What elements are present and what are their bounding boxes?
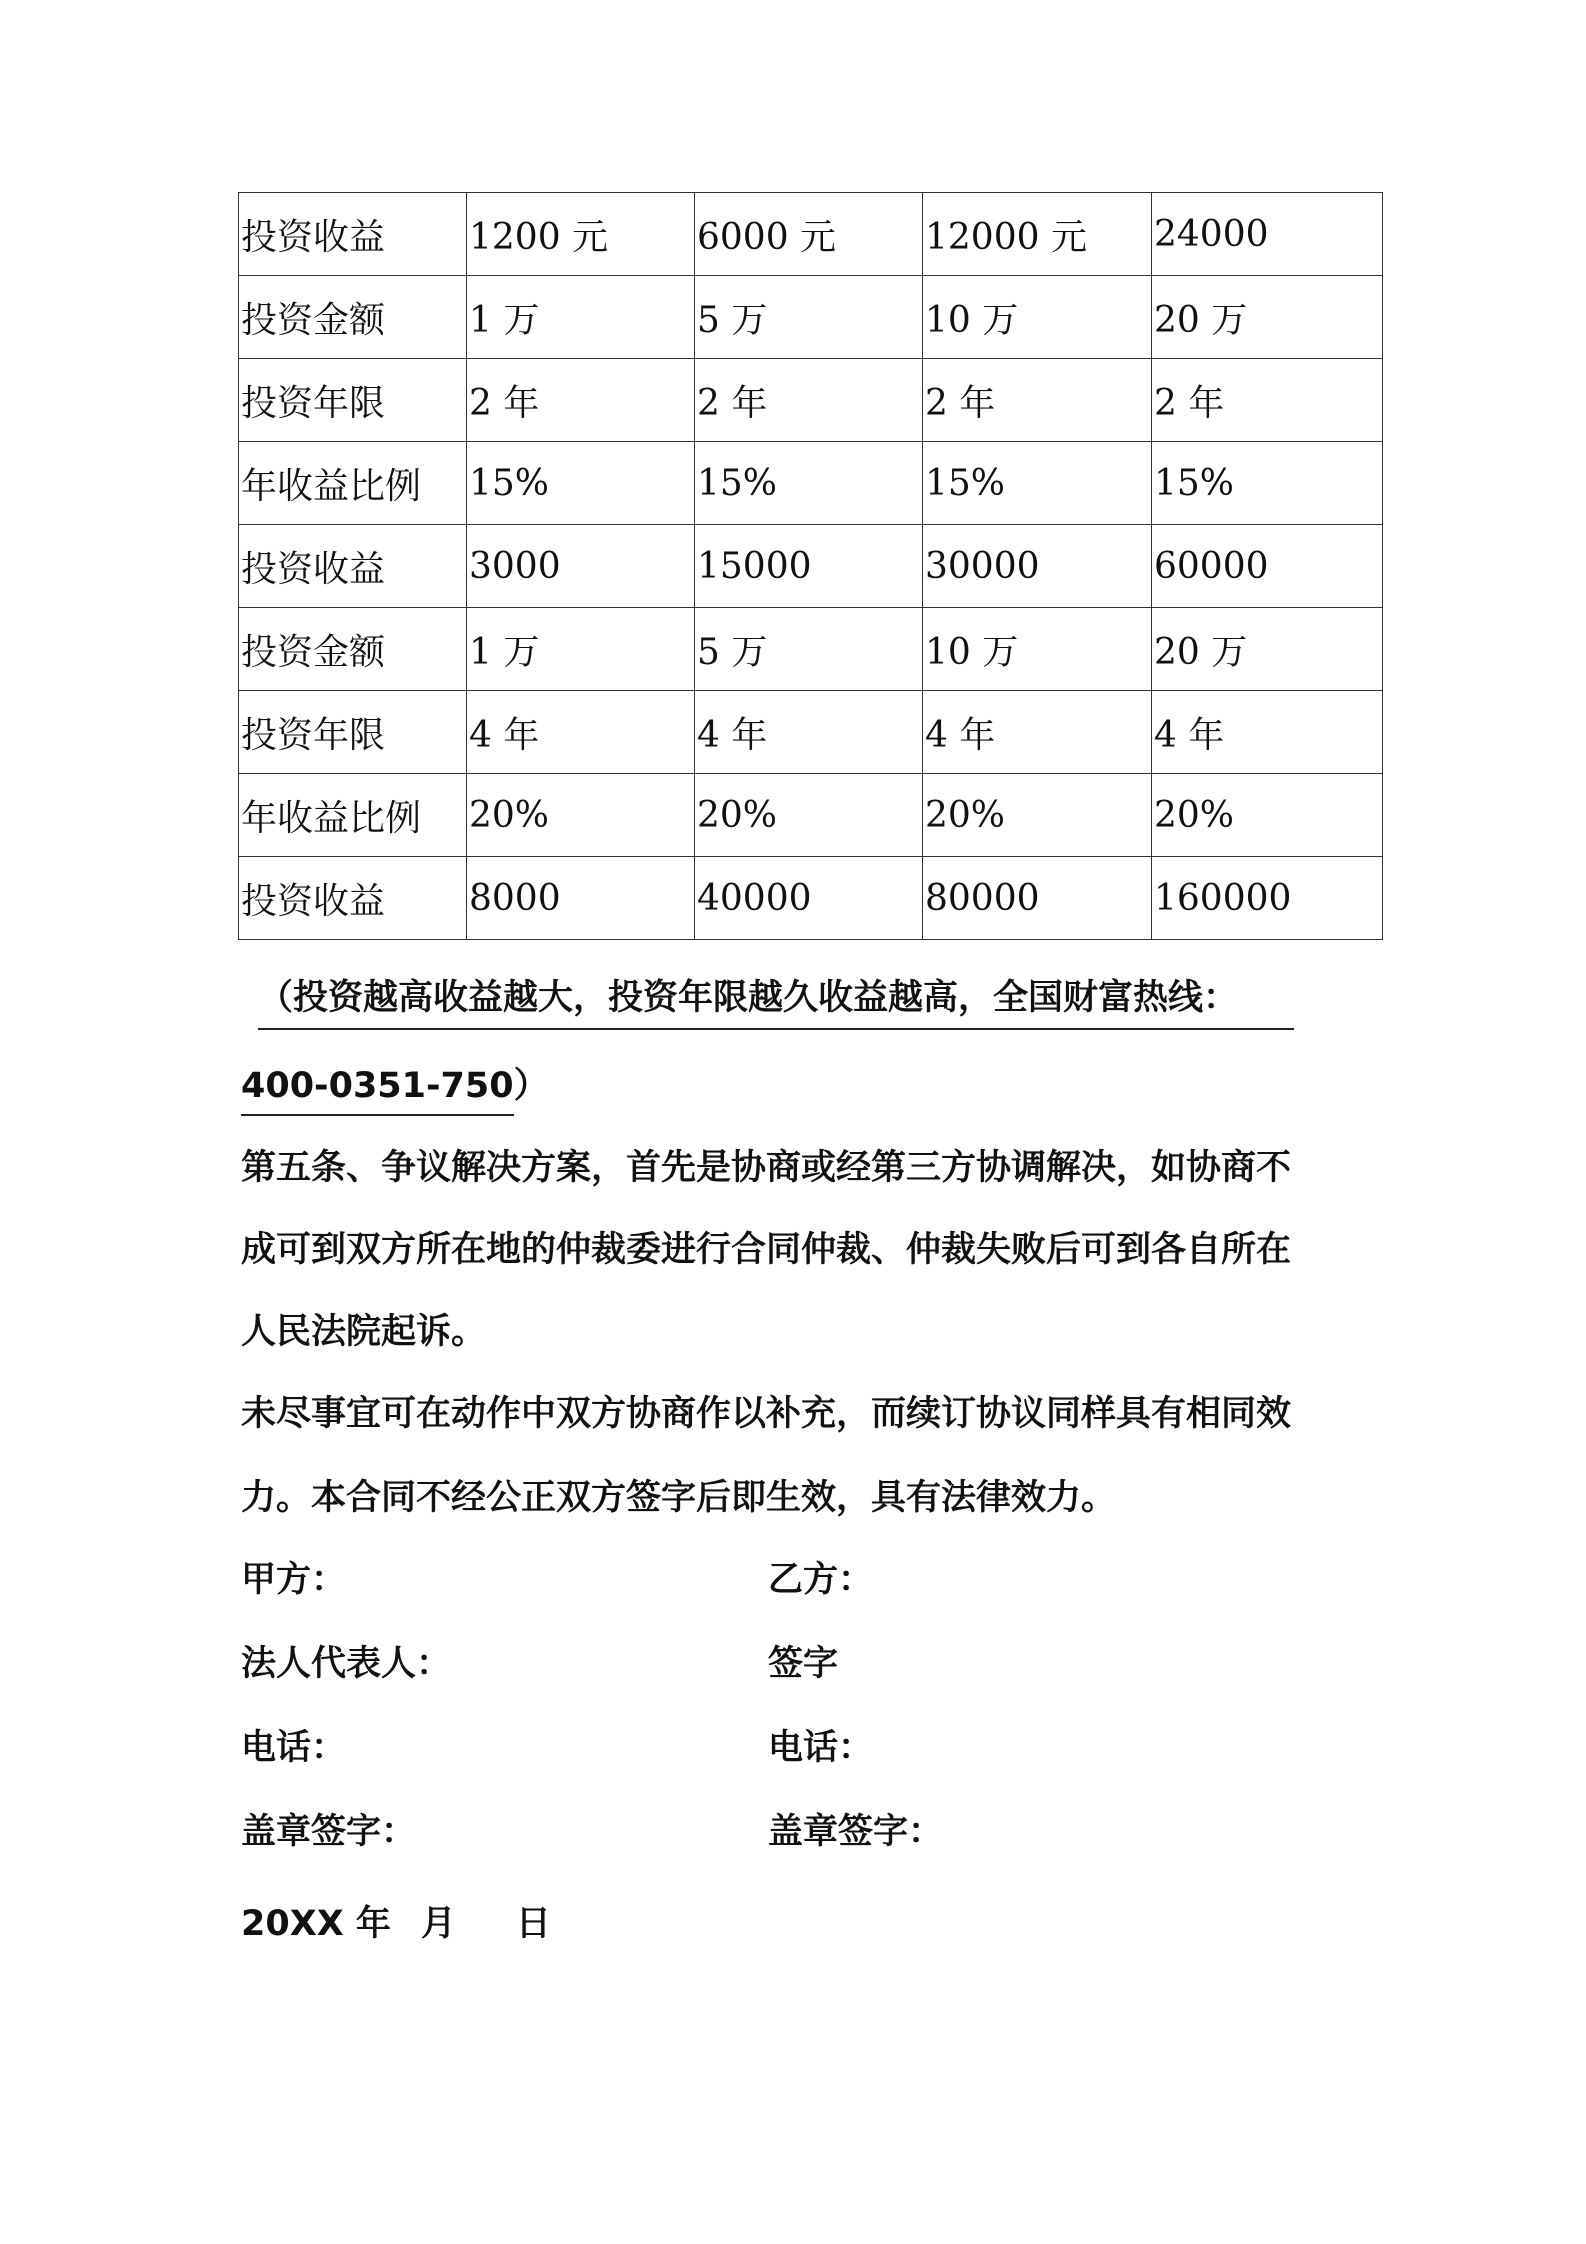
note-line: （投资越高收益越大，投资年限越久收益越高，全国财富热线： [258,970,1294,1030]
investment-table-body [239,193,1383,940]
phone-b-label: 电话： [768,1728,874,1768]
row-label-cell: 投资金额 [239,276,467,359]
seal-a-label: 盖章签字： [241,1812,417,1852]
row-label-cell: 年收益比例 [239,442,467,525]
value-cell: 20% [467,774,695,857]
value-cell: 1 万 [467,276,695,359]
supplement-line-2: 力。本合同不经公正双方签字后即生效，具有法律效力。 [241,1478,1117,1518]
date-year: 20XX 年 [241,1904,391,1944]
sign-label: 签字 [768,1644,839,1684]
value-cell: 20 万 [1152,276,1383,359]
value-cell: 60000 [1152,525,1383,608]
value-cell: 20 万 [1152,608,1383,691]
value-cell: 30000 [923,525,1152,608]
row-label-cell: 年收益比例 [239,774,467,857]
party-b-label: 乙方： [768,1560,874,1600]
note-close-paren: ） [513,1066,549,1106]
row-label-cell: 投资收益 [239,857,467,940]
value-cell: 3000 [467,525,695,608]
article5-line-3: 人民法院起诉。 [241,1312,487,1352]
table-row [239,857,1383,940]
legal-rep-label: 法人代表人： [241,1644,452,1684]
value-cell: 160000 [1152,857,1383,940]
supplement-line-1: 未尽事宜可在动作中双方协商作以补充，而续订协议同样具有相同效 [241,1394,1292,1434]
value-cell: 8000 [467,857,695,940]
table-row [239,525,1383,608]
table-row [239,276,1383,359]
date-day: 日 [515,1904,551,1944]
row-label-cell: 投资年限 [239,359,467,442]
value-cell: 10 万 [923,608,1152,691]
value-cell: 20% [923,774,1152,857]
value-cell: 1200 元 [467,193,695,276]
value-cell: 24000 [1152,193,1383,276]
hotline-number: 400-0351-750 [241,1066,514,1116]
value-cell: 20% [695,774,923,857]
value-cell: 2 年 [695,359,923,442]
value-cell: 40000 [695,857,923,940]
value-cell: 2 年 [1152,359,1383,442]
value-cell: 4 年 [695,691,923,774]
value-cell: 12000 元 [923,193,1152,276]
investment-table [238,192,1383,940]
value-cell: 15% [923,442,1152,525]
value-cell: 20% [1152,774,1383,857]
value-cell: 2 年 [467,359,695,442]
date-line [241,1896,551,1946]
value-cell: 1 万 [467,608,695,691]
party-a-label: 甲方： [241,1560,347,1600]
seal-b-label: 盖章签字： [768,1812,944,1852]
value-cell: 5 万 [695,276,923,359]
value-cell: 15000 [695,525,923,608]
value-cell: 15% [695,442,923,525]
table-row [239,608,1383,691]
article5-line-1: 第五条、争议解决方案，首先是协商或经第三方协调解决，如协商不 [241,1148,1292,1188]
row-label-cell: 投资收益 [239,525,467,608]
value-cell: 6000 元 [695,193,923,276]
row-label-cell: 投资收益 [239,193,467,276]
value-cell: 15% [1152,442,1383,525]
value-cell: 10 万 [923,276,1152,359]
value-cell: 4 年 [923,691,1152,774]
note-phone-line [241,1058,549,1108]
row-label-cell: 投资金额 [239,608,467,691]
value-cell: 4 年 [1152,691,1383,774]
row-label-cell: 投资年限 [239,691,467,774]
phone-a-label: 电话： [241,1728,347,1768]
value-cell: 5 万 [695,608,923,691]
value-cell: 80000 [923,857,1152,940]
value-cell: 4 年 [467,691,695,774]
table-row [239,442,1383,525]
table-row [239,359,1383,442]
article5-line-2: 成可到双方所在地的仲裁委进行合同仲裁、仲裁失败后可到各自所在 [241,1230,1292,1270]
table-row [239,193,1383,276]
value-cell: 2 年 [923,359,1152,442]
date-month: 月 [420,1904,456,1944]
table-row [239,774,1383,857]
table-row [239,691,1383,774]
value-cell: 15% [467,442,695,525]
